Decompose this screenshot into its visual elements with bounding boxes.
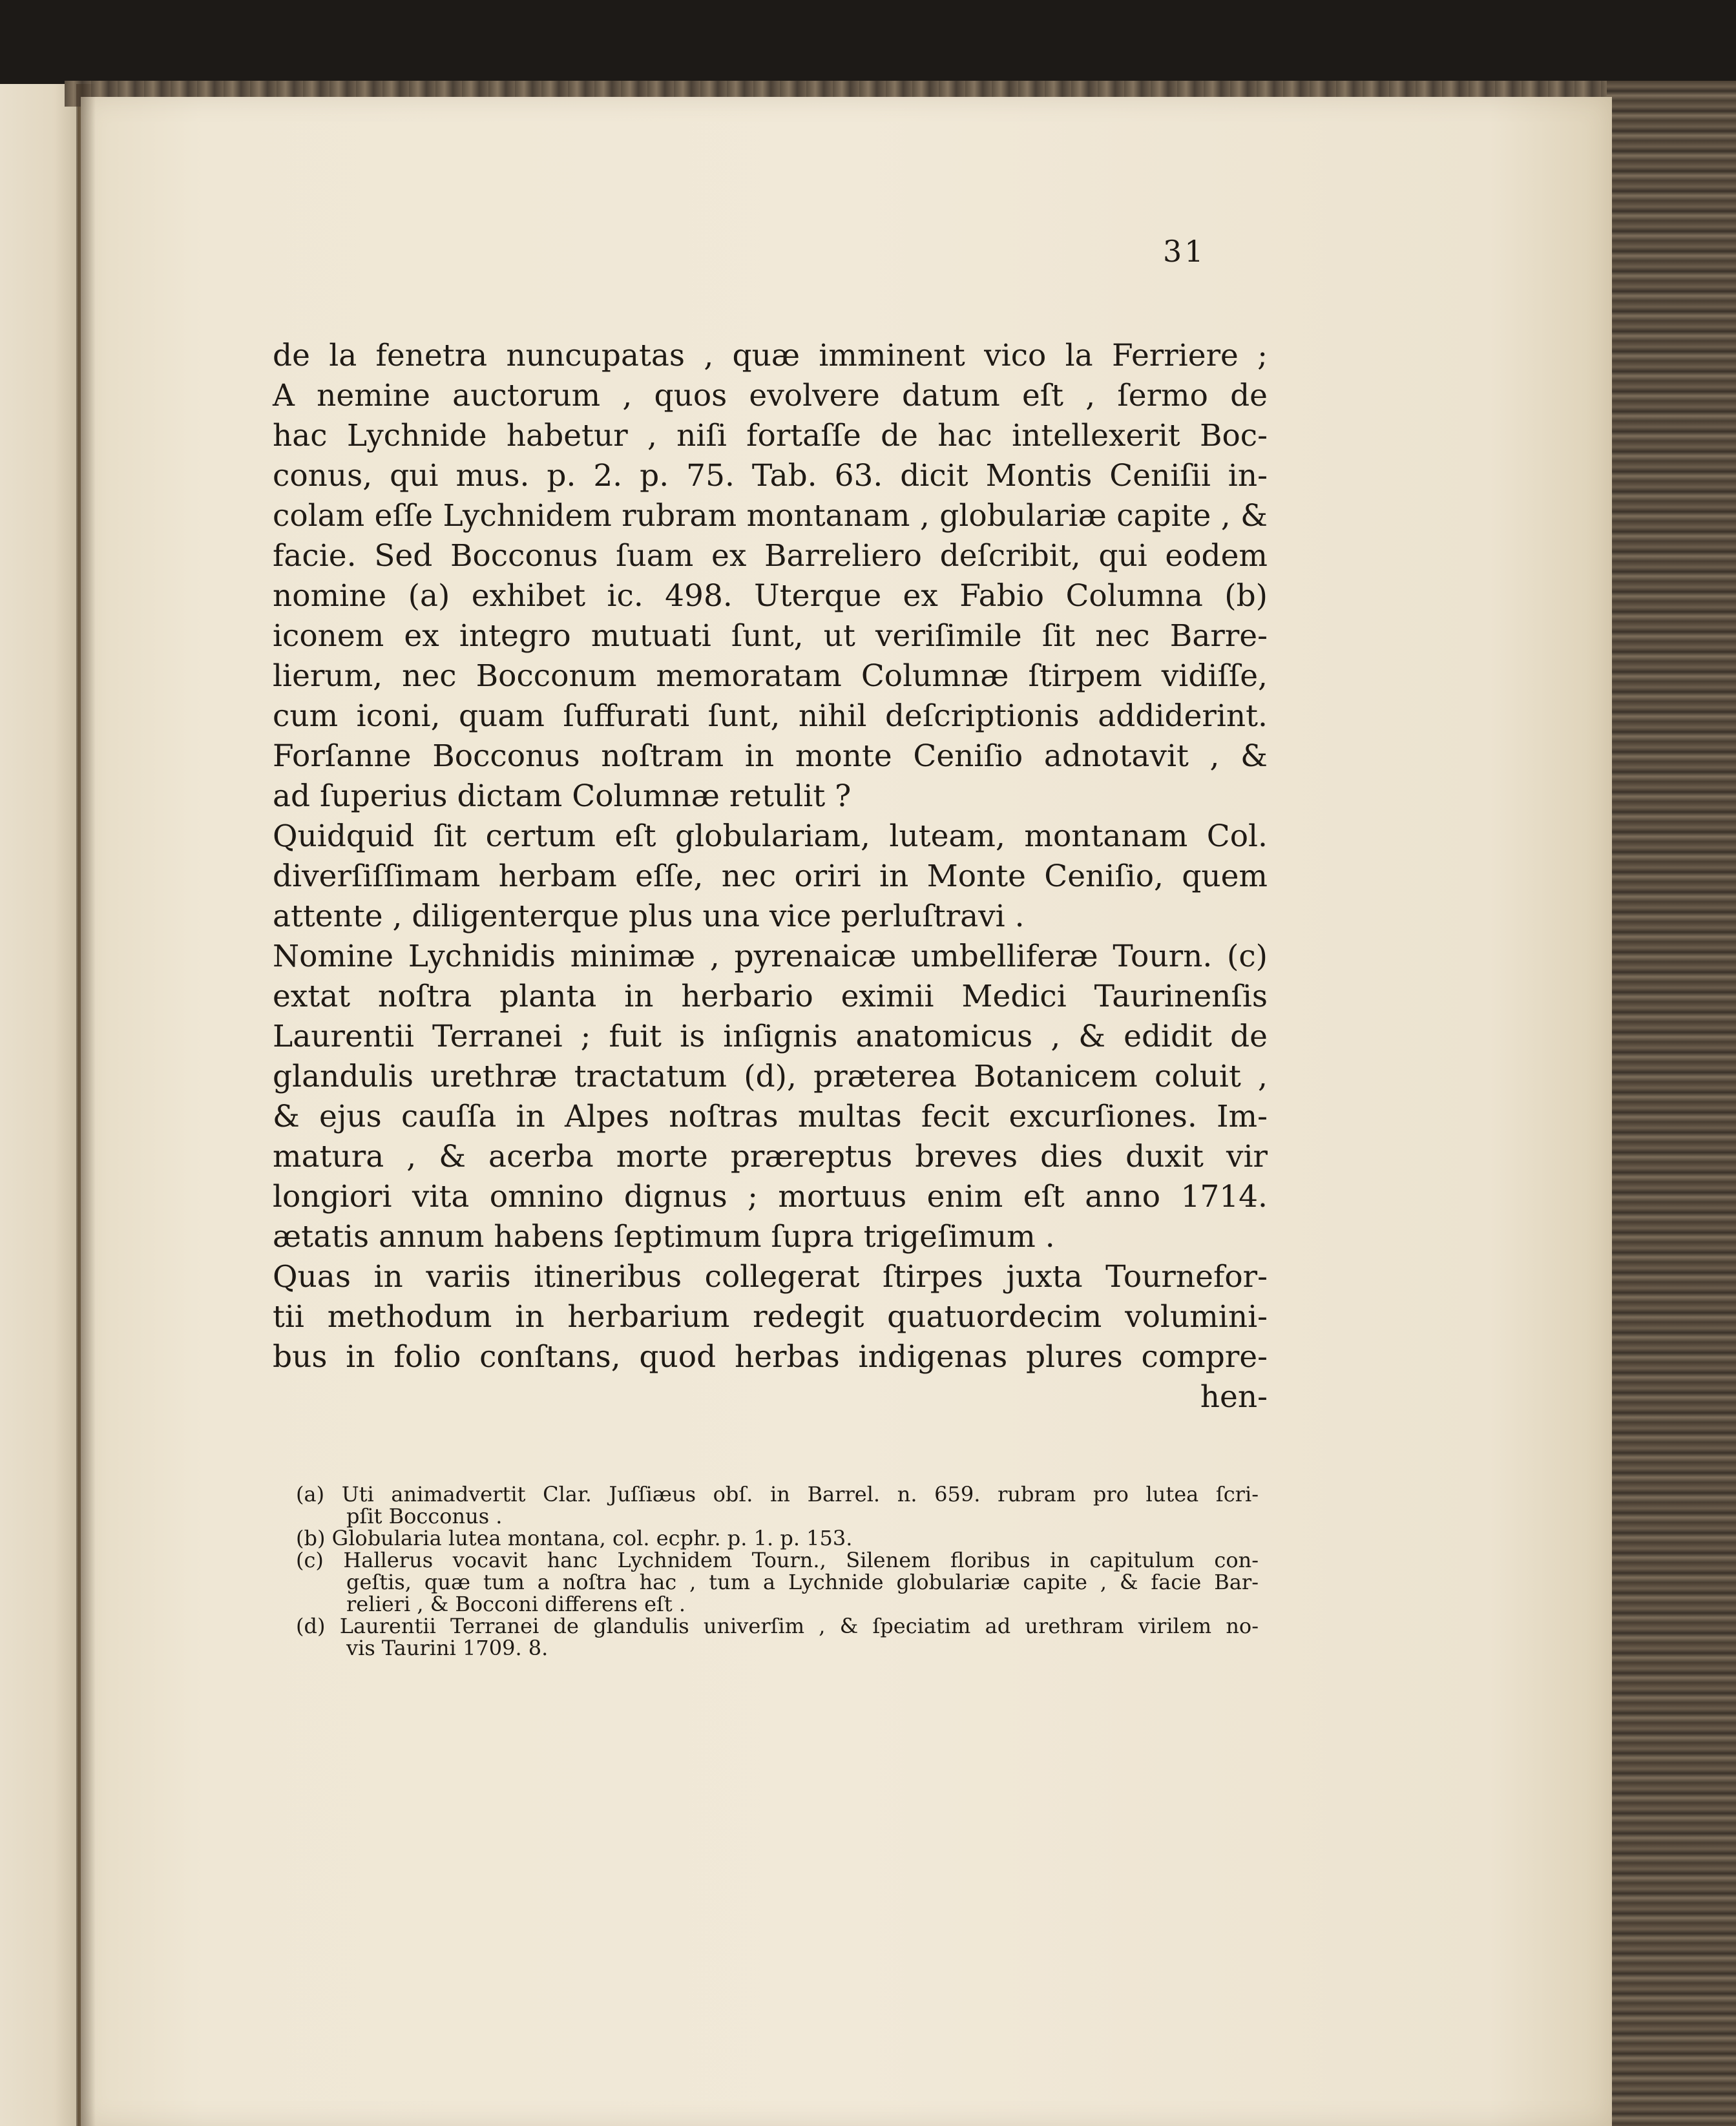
catchword: hen- (1200, 1379, 1268, 1415)
footnote-line: vis Taurini 1709. 8. (346, 1636, 549, 1660)
text-line: A nemine auctorum , quos evolvere datum eſt , ſermo de (273, 378, 1268, 413)
text-line: hac Lychnide habetur , niſi fortaſſe de hac intellexerit Boc- (273, 418, 1268, 453)
text-line: ad ſuperius dictam Columnæ retulit ? (273, 778, 852, 814)
footnote-line: (c) Hallerus vocavit hanc Lychnidem Tourn., Silenem floribus in capitulum con- (296, 1548, 1259, 1572)
text-line: de la fenetra nuncupatas , quæ imminent vico la Ferriere ; (273, 338, 1268, 373)
text-line: cum iconi, quam ſuffurati ſunt, nihil deſcriptionis addiderint. (273, 698, 1268, 734)
footnote-line: geſtis, quæ tum a noſtra hac , tum a Lychnide globulariæ capite , & facie Bar- (346, 1570, 1259, 1594)
spine-shadow (76, 84, 96, 2126)
text-line: longiori vita omnino dignus ; mortuus enim eſt anno 1714. (273, 1179, 1268, 1214)
footnote-line: relieri , & Bocconi differens eſt . (346, 1592, 686, 1616)
text-line: colam eſſe Lychnidem rubram montanam , globulariæ capite , & (273, 498, 1268, 534)
text-line: Nomine Lychnidis minimæ , pyrenaicæ umbelliferæ Tourn. (c) (273, 939, 1268, 974)
body-text (273, 336, 1268, 1417)
text-line: iconem ex integro mutuati ſunt, ut veriſimile ſit nec Barre- (273, 618, 1268, 654)
text-line: attente , diligenterque plus una vice perluſtravi . (273, 899, 1025, 934)
text-line: extat noſtra planta in herbario eximii Medici Taurinenſis (273, 979, 1268, 1014)
text-line: ætatis annum habens ſeptimum ſupra trigeſimum . (273, 1219, 1055, 1255)
text-line: conus, qui mus. p. 2. p. 75. Tab. 63. dicit Montis Ceniſii in- (273, 458, 1268, 494)
text-line: & ejus cauſſa in Alpes noſtras multas fecit excurſiones. Im- (273, 1099, 1268, 1134)
text-line: Forſanne Bocconus noſtram in monte Ceniſio adnotavit , & (273, 738, 1268, 774)
text-line: matura , & acerba morte præreptus breves dies duxit vir (273, 1139, 1268, 1174)
text-line: glandulis urethræ tractatum (d), præterea Botanicem coluit , (273, 1059, 1268, 1094)
footnote-line: (a) Uti animadvertit Clar. Juſſiæus obſ. in Barrel. n. 659. rubram pro lutea ſcri- (296, 1482, 1259, 1506)
footnote-line: (b) Globularia lutea montana, col. ecphr. p. 1. p. 153. (296, 1526, 853, 1550)
book-cover-edge (1607, 81, 1736, 2126)
footnote-line: pſit Bocconus . (346, 1504, 503, 1528)
text-line: Quas in variis itineribus collegerat ſtirpes juxta Tournefor- (273, 1259, 1268, 1295)
text-line: facie. Sed Bocconus ſuam ex Barreliero deſcribit, qui eodem (273, 538, 1268, 574)
text-line: bus in folio conſtans, quod herbas indigenas plures compre- (273, 1339, 1268, 1375)
footnote-line: (d) Laurentii Terranei de glandulis univerſim , & ſpeciatim ad urethram virilem no- (296, 1614, 1259, 1638)
text-line: lierum, nec Bocconum memoratam Columnæ ſtirpem vidiſſe, (273, 658, 1268, 694)
text-line: nomine (a) exhibet ic. 498. Uterque ex Fabio Columna (b) (273, 578, 1268, 614)
text-line: Quidquid ſit certum eſt globulariam, luteam, montanam Col. (273, 818, 1268, 854)
left-page-edge (0, 84, 81, 2126)
text-line: tii methodum in herbarium redegit quatuordecim volumini- (273, 1299, 1268, 1335)
text-line: diverſiſſimam herbam eſſe, nec oriri in Monte Ceniſio, quem (273, 859, 1268, 894)
text-line: Laurentii Terranei ; fuit is inſignis anatomicus , & edidit de (273, 1019, 1268, 1054)
footnotes (296, 1483, 1259, 1659)
page-number: 31 (1163, 234, 1206, 269)
